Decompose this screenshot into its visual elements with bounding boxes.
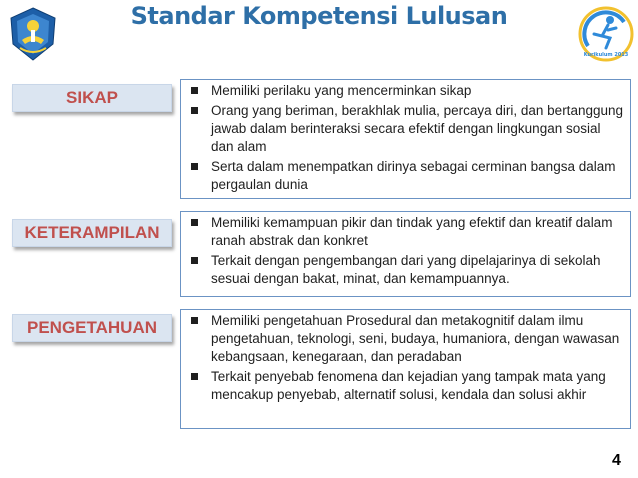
label-pengetahuan: PENGETAHUAN <box>12 314 172 342</box>
square-bullet-icon <box>191 257 198 264</box>
kurikulum-logo-text: Kurikulum 2013 <box>583 52 629 58</box>
page-title: Standar Kompetensi Lulusan <box>130 2 508 30</box>
list-item: Memiliki kemampuan pikir dan tindak yang efektif dan kreatif dalam ranah abstrak dan konkret <box>187 214 624 250</box>
list-item: Orang yang beriman, berakhlak mulia, percaya diri, dan bertanggung jawab dalam berinteraksi secara efektif dengan lingkungan sosial dan alam <box>187 102 624 156</box>
list-item: Memiliki perilaku yang mencerminkan sikap <box>187 82 624 100</box>
list-item: Serta dalam menempatkan dirinya sebagai cerminan bangsa dalam pergaulan dunia <box>187 158 624 194</box>
kurikulum-2013-logo <box>578 6 634 62</box>
square-bullet-icon <box>191 87 198 94</box>
list-item: Terkait penyebab fenomena dan kejadian yang tampak mata yang mencakup penyebab, alternatif solusi, kendala dan solusi akhir <box>187 368 624 404</box>
page-number: 4 <box>612 452 621 469</box>
content-box-pengetahuan <box>180 309 631 429</box>
list-item: Terkait dengan pengembangan dari yang dipelajarinya di sekolah sesuai dengan bakat, minat, dan kemampuannya. <box>187 252 624 288</box>
square-bullet-icon <box>191 107 198 114</box>
square-bullet-icon <box>191 317 198 324</box>
content-box-keterampilan <box>180 211 631 297</box>
square-bullet-icon <box>191 373 198 380</box>
content-box-sikap <box>180 79 631 199</box>
square-bullet-icon <box>191 219 198 226</box>
list-item: Memiliki pengetahuan Prosedural dan metakognitif dalam ilmu pengetahuan, teknologi, seni, budaya, humaniora, dengan wawasan kebangsaan, kenegaraan, dan peradaban <box>187 312 624 366</box>
label-keterampilan: KETERAMPILAN <box>12 219 172 247</box>
label-sikap: SIKAP <box>12 84 172 112</box>
square-bullet-icon <box>191 163 198 170</box>
